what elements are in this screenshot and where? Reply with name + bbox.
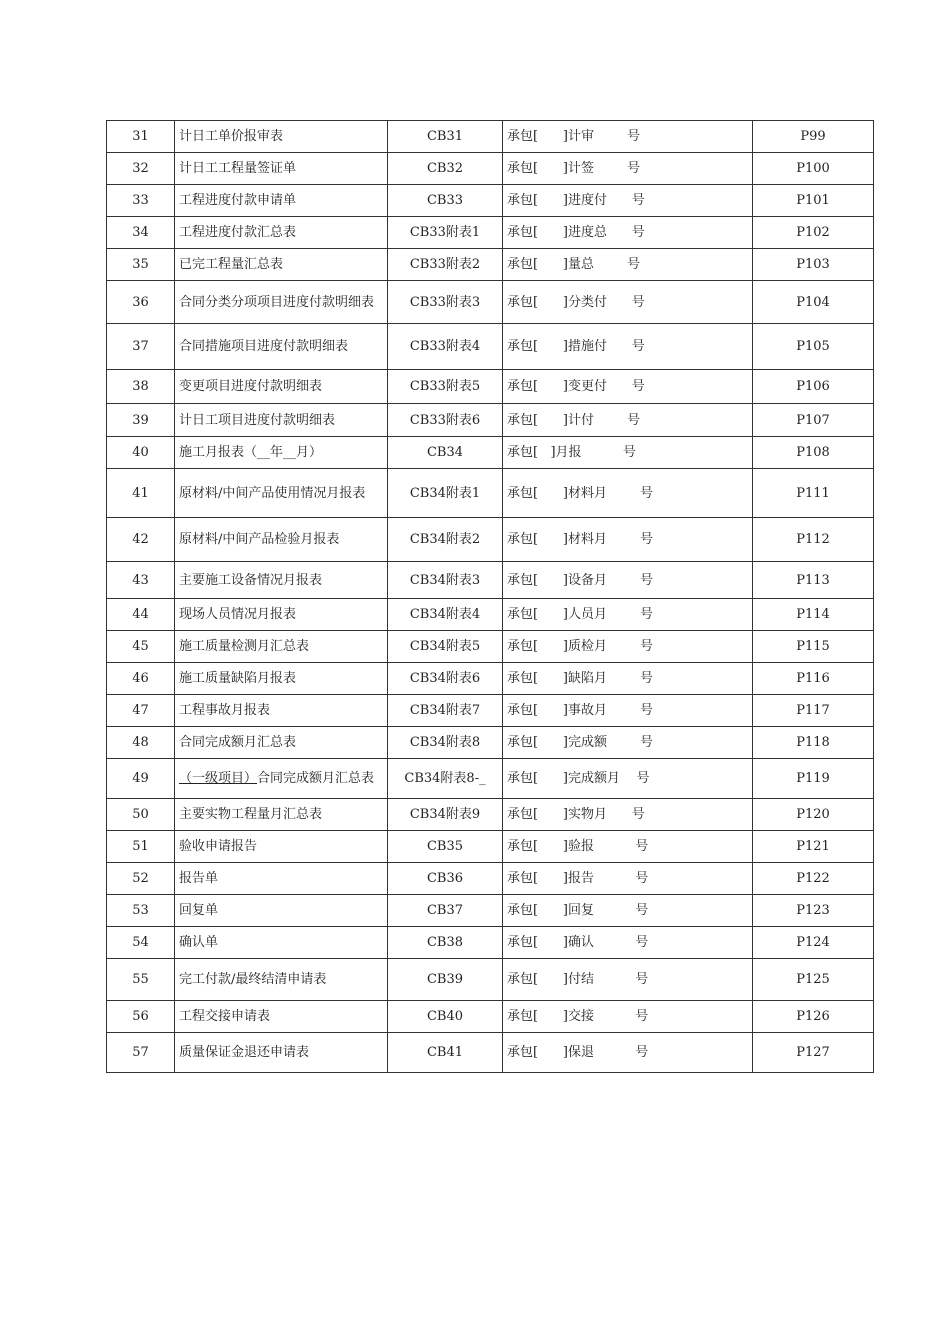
page-number: P127 xyxy=(753,1033,874,1073)
row-number: 34 xyxy=(107,217,175,249)
row-number: 36 xyxy=(107,281,175,324)
table-row xyxy=(107,121,874,153)
row-number: 39 xyxy=(107,404,175,437)
form-code: CB36 xyxy=(388,863,503,895)
page-number: P99 xyxy=(753,121,874,153)
form-reference-number: 承包[ ]报告 号 xyxy=(503,863,753,895)
table-row xyxy=(107,759,874,799)
form-name-text: 合同分类分项项目进度付款明细表 xyxy=(179,294,375,310)
form-reference-number: 承包[ ]措施付 号 xyxy=(503,324,753,370)
form-name xyxy=(175,404,388,437)
form-name-text: 合同完成额月汇总表 xyxy=(257,771,375,786)
form-name xyxy=(175,281,388,324)
row-number: 53 xyxy=(107,895,175,927)
form-reference-number: 承包[ ]月报 号 xyxy=(503,437,753,469)
form-name xyxy=(175,831,388,863)
page-number: P121 xyxy=(753,831,874,863)
table-row xyxy=(107,518,874,562)
table-row xyxy=(107,631,874,663)
form-code: CB37 xyxy=(388,895,503,927)
row-number: 48 xyxy=(107,727,175,759)
form-reference-number: 承包[ ]验报 号 xyxy=(503,831,753,863)
table-row xyxy=(107,727,874,759)
table-row xyxy=(107,799,874,831)
page-number: P116 xyxy=(753,663,874,695)
form-name-text: 变更项目进度付款明细表 xyxy=(179,379,323,394)
page-number: P108 xyxy=(753,437,874,469)
form-name xyxy=(175,631,388,663)
form-name xyxy=(175,562,388,599)
form-name-text: 工程进度付款申请单 xyxy=(179,193,297,208)
form-code: CB32 xyxy=(388,153,503,185)
page-number: P123 xyxy=(753,895,874,927)
form-reference-number: 承包[ ]进度付 号 xyxy=(503,185,753,217)
form-reference-number: 承包[ ]分类付 号 xyxy=(503,281,753,324)
page-number: P115 xyxy=(753,631,874,663)
page-number: P103 xyxy=(753,249,874,281)
form-code: CB34附表8 xyxy=(388,727,503,759)
row-number: 35 xyxy=(107,249,175,281)
form-name-text: 计日工项目进度付款明细表 xyxy=(179,412,336,428)
page-number: P126 xyxy=(753,1001,874,1033)
table-row xyxy=(107,324,874,370)
page-number: P120 xyxy=(753,799,874,831)
form-name xyxy=(175,799,388,831)
page-number: P100 xyxy=(753,153,874,185)
form-name xyxy=(175,217,388,249)
row-number: 43 xyxy=(107,562,175,599)
row-number: 46 xyxy=(107,663,175,695)
form-name xyxy=(175,185,388,217)
form-name-text: 计日工单价报审表 xyxy=(179,129,284,144)
form-name xyxy=(175,663,388,695)
form-name xyxy=(175,324,388,370)
table-row xyxy=(107,831,874,863)
table-row xyxy=(107,695,874,727)
form-name xyxy=(175,437,388,469)
form-code: CB34附表8-_ xyxy=(388,759,503,799)
row-number: 51 xyxy=(107,831,175,863)
form-reference-number: 承包[ ]完成额 号 xyxy=(503,727,753,759)
row-number: 55 xyxy=(107,959,175,1001)
form-name-text: 施工月报表（__年__月） xyxy=(179,445,323,460)
form-name-text: 工程交接申请表 xyxy=(179,1009,271,1024)
row-number: 41 xyxy=(107,469,175,518)
form-code: CB34附表5 xyxy=(388,631,503,663)
form-code: CB34附表4 xyxy=(388,599,503,631)
table-body xyxy=(107,121,874,1073)
row-number: 37 xyxy=(107,324,175,370)
form-reference-number: 承包[ ]变更付 号 xyxy=(503,370,753,404)
form-name-text: 原材料/中间产品使用情况月报表 xyxy=(179,485,366,501)
page-number: P102 xyxy=(753,217,874,249)
form-code: CB40 xyxy=(388,1001,503,1033)
form-code: CB31 xyxy=(388,121,503,153)
form-name-text: 计日工工程量签证单 xyxy=(179,161,297,176)
form-reference-number: 承包[ ]保退 号 xyxy=(503,1033,753,1073)
row-number: 54 xyxy=(107,927,175,959)
form-reference-number: 承包[ ]材料月 号 xyxy=(503,469,753,518)
form-reference-number: 承包[ ]量总 号 xyxy=(503,249,753,281)
table-row xyxy=(107,437,874,469)
form-code: CB34附表1 xyxy=(388,469,503,518)
table-row xyxy=(107,599,874,631)
form-reference-number: 承包[ ]事故月 号 xyxy=(503,695,753,727)
page-number: P107 xyxy=(753,404,874,437)
form-name-text: 工程事故月报表 xyxy=(179,703,271,718)
table-row xyxy=(107,469,874,518)
form-code: CB34附表9 xyxy=(388,799,503,831)
page-number: P101 xyxy=(753,185,874,217)
form-reference-number: 承包[ ]人员月 号 xyxy=(503,599,753,631)
form-reference-number: 承包[ ]实物月 号 xyxy=(503,799,753,831)
form-reference-number: 承包[ ]缺陷月 号 xyxy=(503,663,753,695)
form-name-text: 质量保证金退还申请表 xyxy=(179,1045,310,1060)
row-number: 45 xyxy=(107,631,175,663)
form-name-text: 工程进度付款汇总表 xyxy=(179,225,297,240)
page-number: P112 xyxy=(753,518,874,562)
page-number: P119 xyxy=(753,759,874,799)
form-code: CB34 xyxy=(388,437,503,469)
form-code: CB33附表4 xyxy=(388,324,503,370)
form-code: CB38 xyxy=(388,927,503,959)
row-number: 56 xyxy=(107,1001,175,1033)
form-code: CB34附表6 xyxy=(388,663,503,695)
form-code: CB34附表7 xyxy=(388,695,503,727)
form-name-text: 原材料/中间产品检验月报表 xyxy=(179,532,340,547)
form-reference-number: 承包[ ]确认 号 xyxy=(503,927,753,959)
form-reference-number: 承包[ ]计审 号 xyxy=(503,121,753,153)
form-name-text: 合同完成额月汇总表 xyxy=(179,735,297,750)
form-index-table xyxy=(106,120,874,1073)
form-name xyxy=(175,153,388,185)
page-number: P122 xyxy=(753,863,874,895)
form-name-text: 报告单 xyxy=(179,871,219,886)
form-name-text: 合同措施项目进度付款明细表 xyxy=(179,339,349,354)
form-name-text: 已完工程量汇总表 xyxy=(179,257,284,272)
form-reference-number: 承包[ ]完成额月 号 xyxy=(503,759,753,799)
page-number: P118 xyxy=(753,727,874,759)
form-name xyxy=(175,895,388,927)
page-number: P106 xyxy=(753,370,874,404)
form-name-text: 完工付款/最终结清申请表 xyxy=(179,972,327,987)
form-reference-number: 承包[ ]计签 号 xyxy=(503,153,753,185)
form-name-prefix: （一级项目） xyxy=(179,771,258,786)
form-name xyxy=(175,863,388,895)
form-code: CB41 xyxy=(388,1033,503,1073)
table-row xyxy=(107,663,874,695)
form-code: CB33附表6 xyxy=(388,404,503,437)
row-number: 32 xyxy=(107,153,175,185)
form-name-text: 施工质量检测月汇总表 xyxy=(179,639,310,654)
form-name xyxy=(175,370,388,404)
table-row xyxy=(107,185,874,217)
form-name-text: 验收申请报告 xyxy=(179,839,258,854)
row-number: 47 xyxy=(107,695,175,727)
table-row xyxy=(107,404,874,437)
form-code: CB34附表2 xyxy=(388,518,503,562)
form-reference-number: 承包[ ]进度总 号 xyxy=(503,217,753,249)
form-name xyxy=(175,121,388,153)
form-name-text: 主要实物工程量月汇总表 xyxy=(179,807,323,822)
form-code: CB33附表2 xyxy=(388,249,503,281)
table-row xyxy=(107,1033,874,1073)
form-reference-number: 承包[ ]交接 号 xyxy=(503,1001,753,1033)
table-row xyxy=(107,217,874,249)
form-name xyxy=(175,927,388,959)
form-name-text: 现场人员情况月报表 xyxy=(179,607,297,622)
page-number: P105 xyxy=(753,324,874,370)
form-name-text: 确认单 xyxy=(179,935,219,950)
table-row xyxy=(107,959,874,1001)
table-row xyxy=(107,927,874,959)
page-number: P117 xyxy=(753,695,874,727)
page-number: P104 xyxy=(753,281,874,324)
form-name xyxy=(175,518,388,562)
form-reference-number: 承包[ ]材料月 号 xyxy=(503,518,753,562)
form-reference-number: 承包[ ]设备月 号 xyxy=(503,562,753,599)
form-name xyxy=(175,959,388,1001)
table-row xyxy=(107,153,874,185)
form-code: CB33 xyxy=(388,185,503,217)
form-name-text: 回复单 xyxy=(179,903,219,918)
row-number: 33 xyxy=(107,185,175,217)
table-row xyxy=(107,281,874,324)
table-row xyxy=(107,1001,874,1033)
form-code: CB34附表3 xyxy=(388,562,503,599)
row-number: 31 xyxy=(107,121,175,153)
form-code: CB33附表5 xyxy=(388,370,503,404)
form-name xyxy=(175,1033,388,1073)
page-number: P111 xyxy=(753,469,874,518)
form-name-text: 施工质量缺陷月报表 xyxy=(179,671,297,686)
page-number: P124 xyxy=(753,927,874,959)
table-row xyxy=(107,249,874,281)
form-code: CB33附表1 xyxy=(388,217,503,249)
form-name xyxy=(175,469,388,518)
table-row xyxy=(107,562,874,599)
form-name xyxy=(175,759,388,799)
form-name xyxy=(175,695,388,727)
form-name xyxy=(175,599,388,631)
form-reference-number: 承包[ ]回复 号 xyxy=(503,895,753,927)
form-code: CB39 xyxy=(388,959,503,1001)
row-number: 50 xyxy=(107,799,175,831)
row-number: 57 xyxy=(107,1033,175,1073)
form-name xyxy=(175,727,388,759)
form-code: CB35 xyxy=(388,831,503,863)
table-row xyxy=(107,863,874,895)
page-number: P113 xyxy=(753,562,874,599)
page-number: P114 xyxy=(753,599,874,631)
form-reference-number: 承包[ ]付结 号 xyxy=(503,959,753,1001)
form-name xyxy=(175,249,388,281)
row-number: 44 xyxy=(107,599,175,631)
page-number: P125 xyxy=(753,959,874,1001)
row-number: 49 xyxy=(107,759,175,799)
form-reference-number: 承包[ ]质检月 号 xyxy=(503,631,753,663)
form-reference-number: 承包[ ]计付 号 xyxy=(503,404,753,437)
row-number: 52 xyxy=(107,863,175,895)
table-row xyxy=(107,895,874,927)
form-name-text: 主要施工设备情况月报表 xyxy=(179,572,323,588)
row-number: 40 xyxy=(107,437,175,469)
row-number: 38 xyxy=(107,370,175,404)
row-number: 42 xyxy=(107,518,175,562)
form-code: CB33附表3 xyxy=(388,281,503,324)
table-row xyxy=(107,370,874,404)
form-name xyxy=(175,1001,388,1033)
